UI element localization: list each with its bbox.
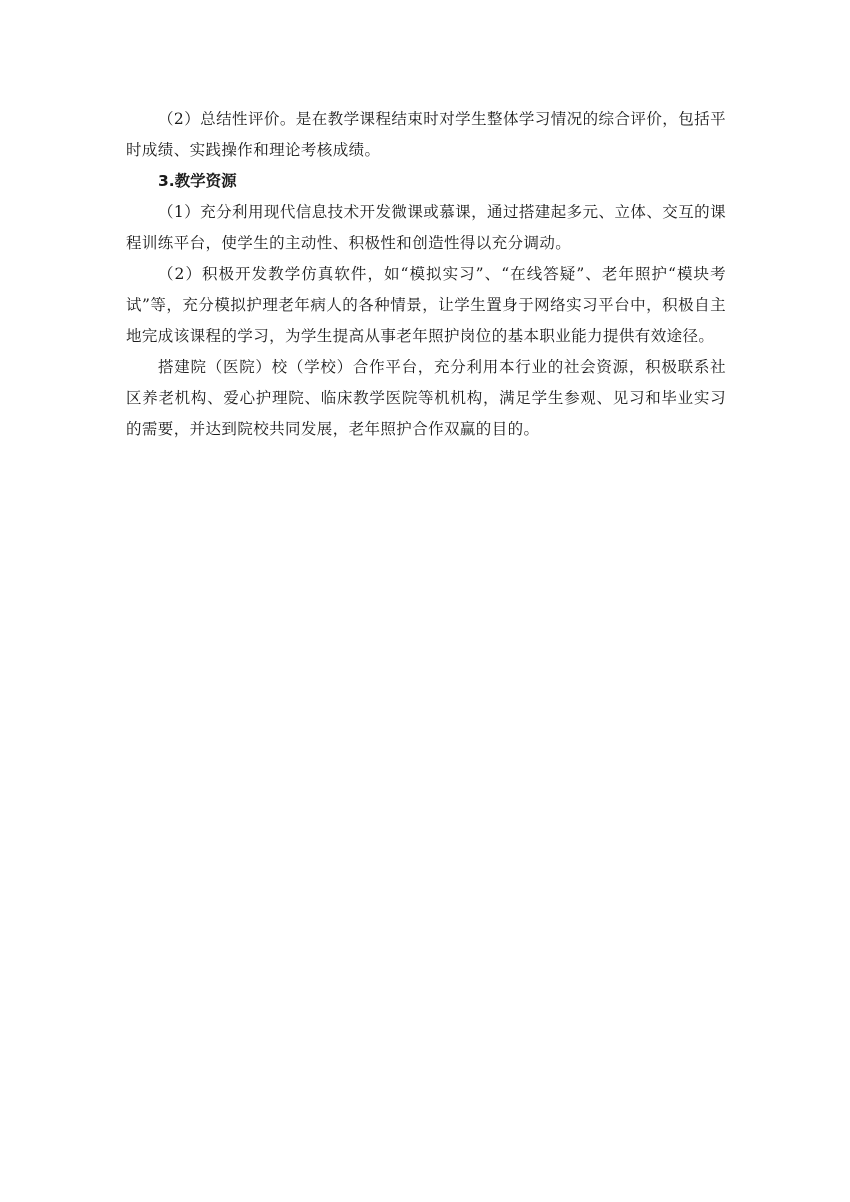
paragraph-school-hospital-cooperation: 搭建院（医院）校（学校）合作平台，充分利用本行业的社会资源，积极联系社区养老机构、爱心护理院、临床教学医院等机机构，满足学生参观、见习和毕业实习的需要，并达到院校共同发展，老年照护合作双赢的目的。 bbox=[126, 358, 726, 438]
document-body bbox=[126, 104, 726, 445]
paragraph-micro-courses: （1）充分利用现代信息技术开发微课或慕课，通过搭建起多元、立体、交互的课程训练平台，使学生的主动性、积极性和创造性得以充分调动。 bbox=[126, 203, 726, 252]
paragraph-summative-evaluation: （2）总结性评价。是在教学课程结束时对学生整体学习情况的综合评价，包括平时成绩、实践操作和理论考核成绩。 bbox=[126, 110, 726, 159]
paragraph-simulation-software: （2）积极开发教学仿真软件，如“模拟实习”、“在线答疑”、老年照护“模块考试”等，充分模拟护理老年病人的各种情景，让学生置身于网络实习平台中，积极自主地完成该课程的学习，为学生提高从事老年照护岗位的基本职业能力提供有效途径。 bbox=[126, 265, 726, 345]
section-heading-teaching-resources: 3.教学资源 bbox=[158, 172, 237, 190]
